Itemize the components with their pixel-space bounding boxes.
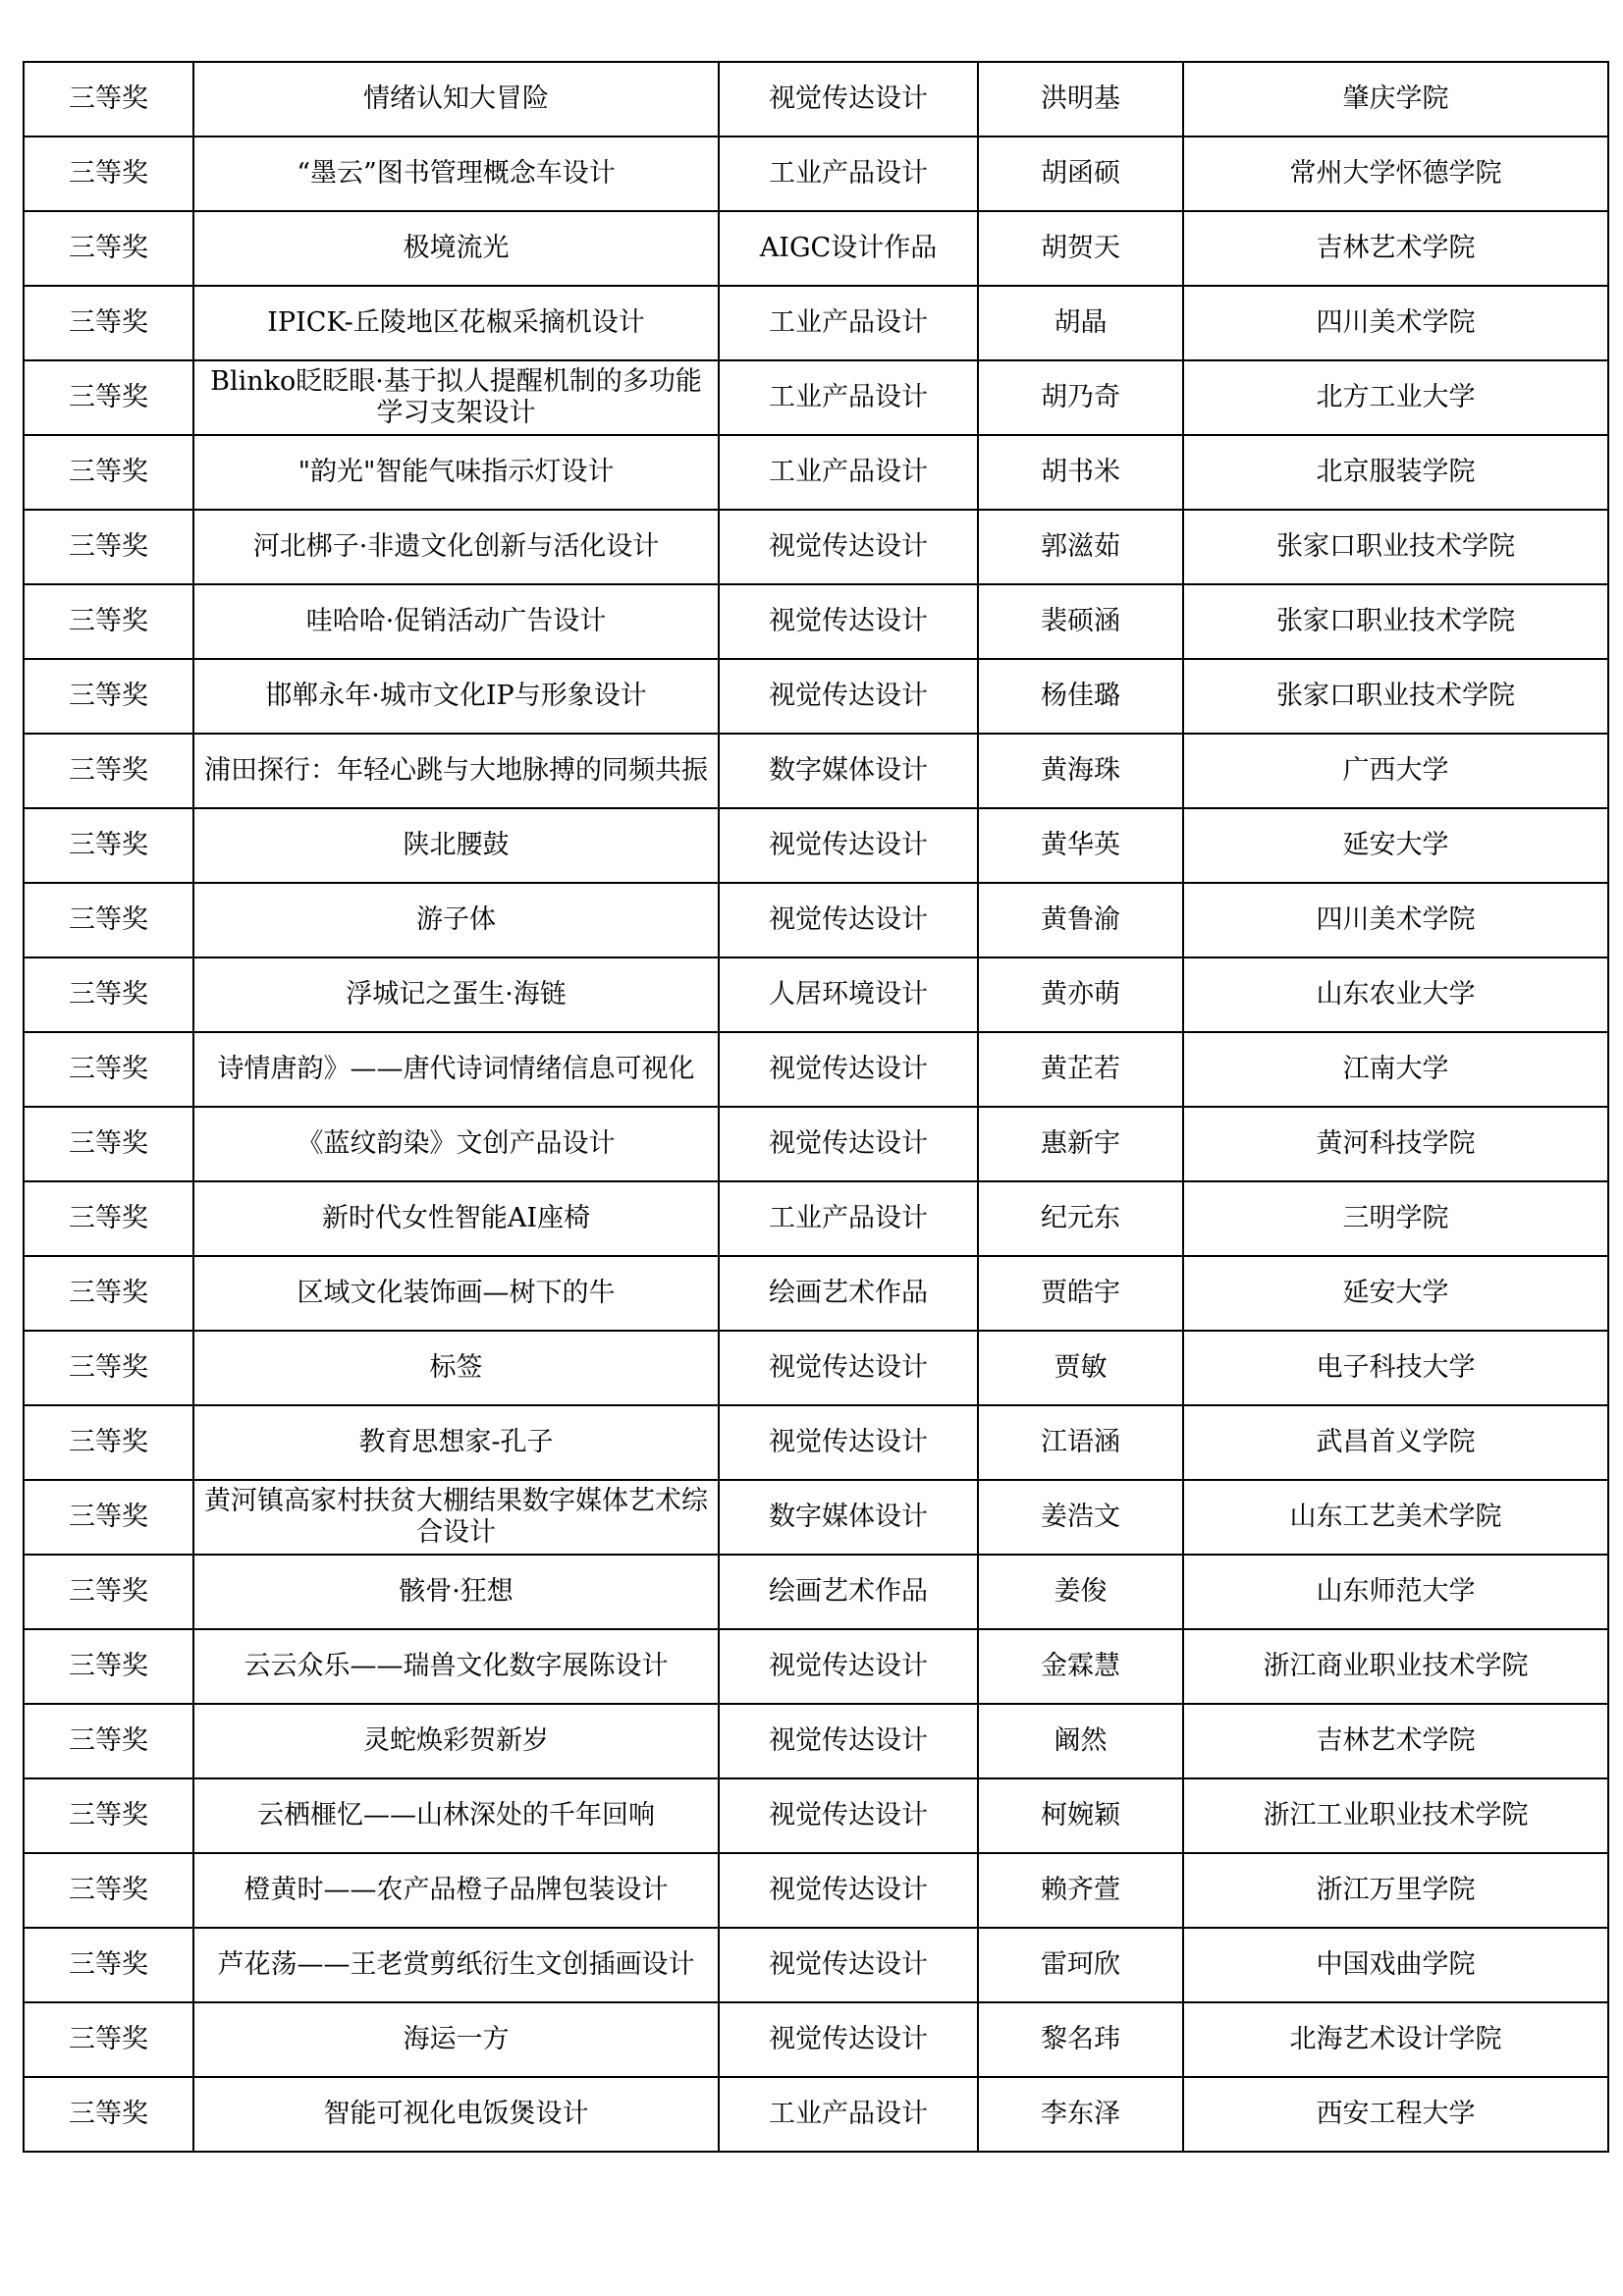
name-cell: 柯婉颖 bbox=[978, 1778, 1183, 1853]
school-cell: 三明学院 bbox=[1183, 1181, 1608, 1256]
category-cell: 视觉传达设计 bbox=[719, 1405, 978, 1480]
category-cell: 视觉传达设计 bbox=[719, 510, 978, 584]
table-row bbox=[24, 2077, 1608, 2152]
name-cell: 胡晶 bbox=[978, 286, 1183, 360]
table-row bbox=[24, 1107, 1608, 1181]
table-row bbox=[24, 1405, 1608, 1480]
table-row bbox=[24, 1704, 1608, 1778]
table-row bbox=[24, 1778, 1608, 1853]
name-cell: 江语涵 bbox=[978, 1405, 1183, 1480]
title-cell: 极境流光 bbox=[193, 211, 719, 286]
category-cell: 工业产品设计 bbox=[719, 286, 978, 360]
award-cell: 三等奖 bbox=[24, 883, 193, 957]
name-cell: 雷珂欣 bbox=[978, 1928, 1183, 2002]
name-cell: 姜俊 bbox=[978, 1555, 1183, 1629]
category-cell: 人居环境设计 bbox=[719, 957, 978, 1032]
title-cell: 诗情唐韵》——唐代诗词情绪信息可视化 bbox=[193, 1032, 719, 1107]
school-cell: 西安工程大学 bbox=[1183, 2077, 1608, 2152]
category-cell: 视觉传达设计 bbox=[719, 1778, 978, 1853]
title-cell: 灵蛇焕彩贺新岁 bbox=[193, 1704, 719, 1778]
name-cell: 黄海珠 bbox=[978, 734, 1183, 808]
name-cell: 杨佳璐 bbox=[978, 659, 1183, 734]
category-cell: 绘画艺术作品 bbox=[719, 1256, 978, 1331]
name-cell: 赖齐萱 bbox=[978, 1853, 1183, 1928]
award-cell: 三等奖 bbox=[24, 211, 193, 286]
table-row bbox=[24, 1555, 1608, 1629]
category-cell: 视觉传达设计 bbox=[719, 1853, 978, 1928]
school-cell: 武昌首义学院 bbox=[1183, 1405, 1608, 1480]
award-cell: 三等奖 bbox=[24, 957, 193, 1032]
title-cell: 云栖榧忆——山林深处的千年回响 bbox=[193, 1778, 719, 1853]
table-row bbox=[24, 1480, 1608, 1555]
category-cell: 视觉传达设计 bbox=[719, 1107, 978, 1181]
school-cell: 张家口职业技术学院 bbox=[1183, 510, 1608, 584]
award-cell: 三等奖 bbox=[24, 659, 193, 734]
awards-table bbox=[23, 61, 1609, 2153]
category-cell: 数字媒体设计 bbox=[719, 734, 978, 808]
school-cell: 江南大学 bbox=[1183, 1032, 1608, 1107]
table-row bbox=[24, 286, 1608, 360]
award-cell: 三等奖 bbox=[24, 808, 193, 883]
award-cell: 三等奖 bbox=[24, 360, 193, 435]
school-cell: 浙江万里学院 bbox=[1183, 1853, 1608, 1928]
title-cell: 情绪认知大冒险 bbox=[193, 62, 719, 137]
category-cell: 视觉传达设计 bbox=[719, 584, 978, 659]
table-row bbox=[24, 1256, 1608, 1331]
school-cell: 四川美术学院 bbox=[1183, 286, 1608, 360]
table-row bbox=[24, 1629, 1608, 1704]
award-cell: 三等奖 bbox=[24, 1181, 193, 1256]
title-cell: 区域文化装饰画—树下的牛 bbox=[193, 1256, 719, 1331]
title-cell: 标签 bbox=[193, 1331, 719, 1405]
table-row bbox=[24, 360, 1608, 435]
school-cell: 浙江工业职业技术学院 bbox=[1183, 1778, 1608, 1853]
table-row bbox=[24, 1331, 1608, 1405]
category-cell: 视觉传达设计 bbox=[719, 1331, 978, 1405]
category-cell: 视觉传达设计 bbox=[719, 2002, 978, 2077]
name-cell: 黄亦萌 bbox=[978, 957, 1183, 1032]
award-cell: 三等奖 bbox=[24, 286, 193, 360]
name-cell: 郭滋茹 bbox=[978, 510, 1183, 584]
table-row bbox=[24, 1032, 1608, 1107]
category-cell: 工业产品设计 bbox=[719, 2077, 978, 2152]
name-cell: 洪明基 bbox=[978, 62, 1183, 137]
category-cell: 视觉传达设计 bbox=[719, 1032, 978, 1107]
awards-table-body bbox=[24, 62, 1608, 2152]
school-cell: 吉林艺术学院 bbox=[1183, 1704, 1608, 1778]
title-cell: 哇哈哈·促销活动广告设计 bbox=[193, 584, 719, 659]
category-cell: 工业产品设计 bbox=[719, 137, 978, 211]
name-cell: 裴硕涵 bbox=[978, 584, 1183, 659]
table-row bbox=[24, 435, 1608, 510]
title-cell: 骸骨·狂想 bbox=[193, 1555, 719, 1629]
award-cell: 三等奖 bbox=[24, 1778, 193, 1853]
title-cell: IPICK-丘陵地区花椒采摘机设计 bbox=[193, 286, 719, 360]
award-cell: 三等奖 bbox=[24, 1704, 193, 1778]
name-cell: 胡书米 bbox=[978, 435, 1183, 510]
award-cell: 三等奖 bbox=[24, 1405, 193, 1480]
school-cell: 山东师范大学 bbox=[1183, 1555, 1608, 1629]
title-cell: Blinko眨眨眼·基于拟人提醒机制的多功能学习支架设计 bbox=[193, 360, 719, 435]
name-cell: 黄华英 bbox=[978, 808, 1183, 883]
category-cell: 工业产品设计 bbox=[719, 435, 978, 510]
title-cell: 黄河镇高家村扶贫大棚结果数字媒体艺术综合设计 bbox=[193, 1480, 719, 1555]
award-cell: 三等奖 bbox=[24, 1928, 193, 2002]
category-cell: 视觉传达设计 bbox=[719, 659, 978, 734]
table-row bbox=[24, 659, 1608, 734]
table-row bbox=[24, 137, 1608, 211]
title-cell: 芦花荡——王老赏剪纸衍生文创插画设计 bbox=[193, 1928, 719, 2002]
award-cell: 三等奖 bbox=[24, 510, 193, 584]
table-row bbox=[24, 883, 1608, 957]
table-row bbox=[24, 2002, 1608, 2077]
table-row bbox=[24, 734, 1608, 808]
award-cell: 三等奖 bbox=[24, 1032, 193, 1107]
category-cell: AIGC设计作品 bbox=[719, 211, 978, 286]
table-row bbox=[24, 808, 1608, 883]
category-cell: 视觉传达设计 bbox=[719, 808, 978, 883]
title-cell: 云云众乐——瑞兽文化数字展陈设计 bbox=[193, 1629, 719, 1704]
title-cell: 新时代女性智能AI座椅 bbox=[193, 1181, 719, 1256]
name-cell: 李东泽 bbox=[978, 2077, 1183, 2152]
title-cell: 游子体 bbox=[193, 883, 719, 957]
award-cell: 三等奖 bbox=[24, 2002, 193, 2077]
name-cell: 黎名玮 bbox=[978, 2002, 1183, 2077]
title-cell: 邯郸永年·城市文化IP与形象设计 bbox=[193, 659, 719, 734]
title-cell: 浦田探行：年轻心跳与大地脉搏的同频共振 bbox=[193, 734, 719, 808]
school-cell: 中国戏曲学院 bbox=[1183, 1928, 1608, 2002]
title-cell: 陕北腰鼓 bbox=[193, 808, 719, 883]
name-cell: 贾皓宇 bbox=[978, 1256, 1183, 1331]
award-cell: 三等奖 bbox=[24, 2077, 193, 2152]
name-cell: 胡函硕 bbox=[978, 137, 1183, 211]
name-cell: 黄鲁渝 bbox=[978, 883, 1183, 957]
school-cell: 肇庆学院 bbox=[1183, 62, 1608, 137]
name-cell: 惠新宇 bbox=[978, 1107, 1183, 1181]
school-cell: 山东工艺美术学院 bbox=[1183, 1480, 1608, 1555]
title-cell: 海运一方 bbox=[193, 2002, 719, 2077]
table-row bbox=[24, 1853, 1608, 1928]
school-cell: 延安大学 bbox=[1183, 808, 1608, 883]
award-cell: 三等奖 bbox=[24, 1480, 193, 1555]
school-cell: 广西大学 bbox=[1183, 734, 1608, 808]
school-cell: 常州大学怀德学院 bbox=[1183, 137, 1608, 211]
table-row bbox=[24, 957, 1608, 1032]
category-cell: 视觉传达设计 bbox=[719, 1704, 978, 1778]
school-cell: 延安大学 bbox=[1183, 1256, 1608, 1331]
school-cell: 北京服装学院 bbox=[1183, 435, 1608, 510]
table-row bbox=[24, 584, 1608, 659]
name-cell: 黄芷若 bbox=[978, 1032, 1183, 1107]
title-cell: "韵光"智能气味指示灯设计 bbox=[193, 435, 719, 510]
title-cell: 《蓝纹韵染》文创产品设计 bbox=[193, 1107, 719, 1181]
title-cell: 浮城记之蛋生·海链 bbox=[193, 957, 719, 1032]
category-cell: 视觉传达设计 bbox=[719, 1928, 978, 2002]
title-cell: 智能可视化电饭煲设计 bbox=[193, 2077, 719, 2152]
name-cell: 贾敏 bbox=[978, 1331, 1183, 1405]
name-cell: 姜浩文 bbox=[978, 1480, 1183, 1555]
school-cell: 吉林艺术学院 bbox=[1183, 211, 1608, 286]
table-row bbox=[24, 510, 1608, 584]
name-cell: 纪元东 bbox=[978, 1181, 1183, 1256]
title-cell: 教育思想家-孔子 bbox=[193, 1405, 719, 1480]
table-row bbox=[24, 1928, 1608, 2002]
award-cell: 三等奖 bbox=[24, 1853, 193, 1928]
school-cell: 北方工业大学 bbox=[1183, 360, 1608, 435]
table-row bbox=[24, 1181, 1608, 1256]
table-row bbox=[24, 62, 1608, 137]
table-row bbox=[24, 211, 1608, 286]
name-cell: 胡乃奇 bbox=[978, 360, 1183, 435]
title-cell: 河北梆子·非遗文化创新与活化设计 bbox=[193, 510, 719, 584]
category-cell: 视觉传达设计 bbox=[719, 1629, 978, 1704]
school-cell: 山东农业大学 bbox=[1183, 957, 1608, 1032]
award-cell: 三等奖 bbox=[24, 137, 193, 211]
award-cell: 三等奖 bbox=[24, 584, 193, 659]
name-cell: 胡贺天 bbox=[978, 211, 1183, 286]
category-cell: 工业产品设计 bbox=[719, 1181, 978, 1256]
category-cell: 视觉传达设计 bbox=[719, 883, 978, 957]
name-cell: 阚然 bbox=[978, 1704, 1183, 1778]
category-cell: 工业产品设计 bbox=[719, 360, 978, 435]
school-cell: 北海艺术设计学院 bbox=[1183, 2002, 1608, 2077]
school-cell: 电子科技大学 bbox=[1183, 1331, 1608, 1405]
award-cell: 三等奖 bbox=[24, 1555, 193, 1629]
award-cell: 三等奖 bbox=[24, 1256, 193, 1331]
category-cell: 数字媒体设计 bbox=[719, 1480, 978, 1555]
award-cell: 三等奖 bbox=[24, 1629, 193, 1704]
category-cell: 视觉传达设计 bbox=[719, 62, 978, 137]
school-cell: 四川美术学院 bbox=[1183, 883, 1608, 957]
name-cell: 金霖慧 bbox=[978, 1629, 1183, 1704]
award-cell: 三等奖 bbox=[24, 435, 193, 510]
award-cell: 三等奖 bbox=[24, 1107, 193, 1181]
school-cell: 张家口职业技术学院 bbox=[1183, 659, 1608, 734]
title-cell: “墨云”图书管理概念车设计 bbox=[193, 137, 719, 211]
category-cell: 绘画艺术作品 bbox=[719, 1555, 978, 1629]
school-cell: 黄河科技学院 bbox=[1183, 1107, 1608, 1181]
award-cell: 三等奖 bbox=[24, 734, 193, 808]
title-cell: 橙黄时——农产品橙子品牌包装设计 bbox=[193, 1853, 719, 1928]
award-cell: 三等奖 bbox=[24, 62, 193, 137]
award-cell: 三等奖 bbox=[24, 1331, 193, 1405]
school-cell: 张家口职业技术学院 bbox=[1183, 584, 1608, 659]
school-cell: 浙江商业职业技术学院 bbox=[1183, 1629, 1608, 1704]
